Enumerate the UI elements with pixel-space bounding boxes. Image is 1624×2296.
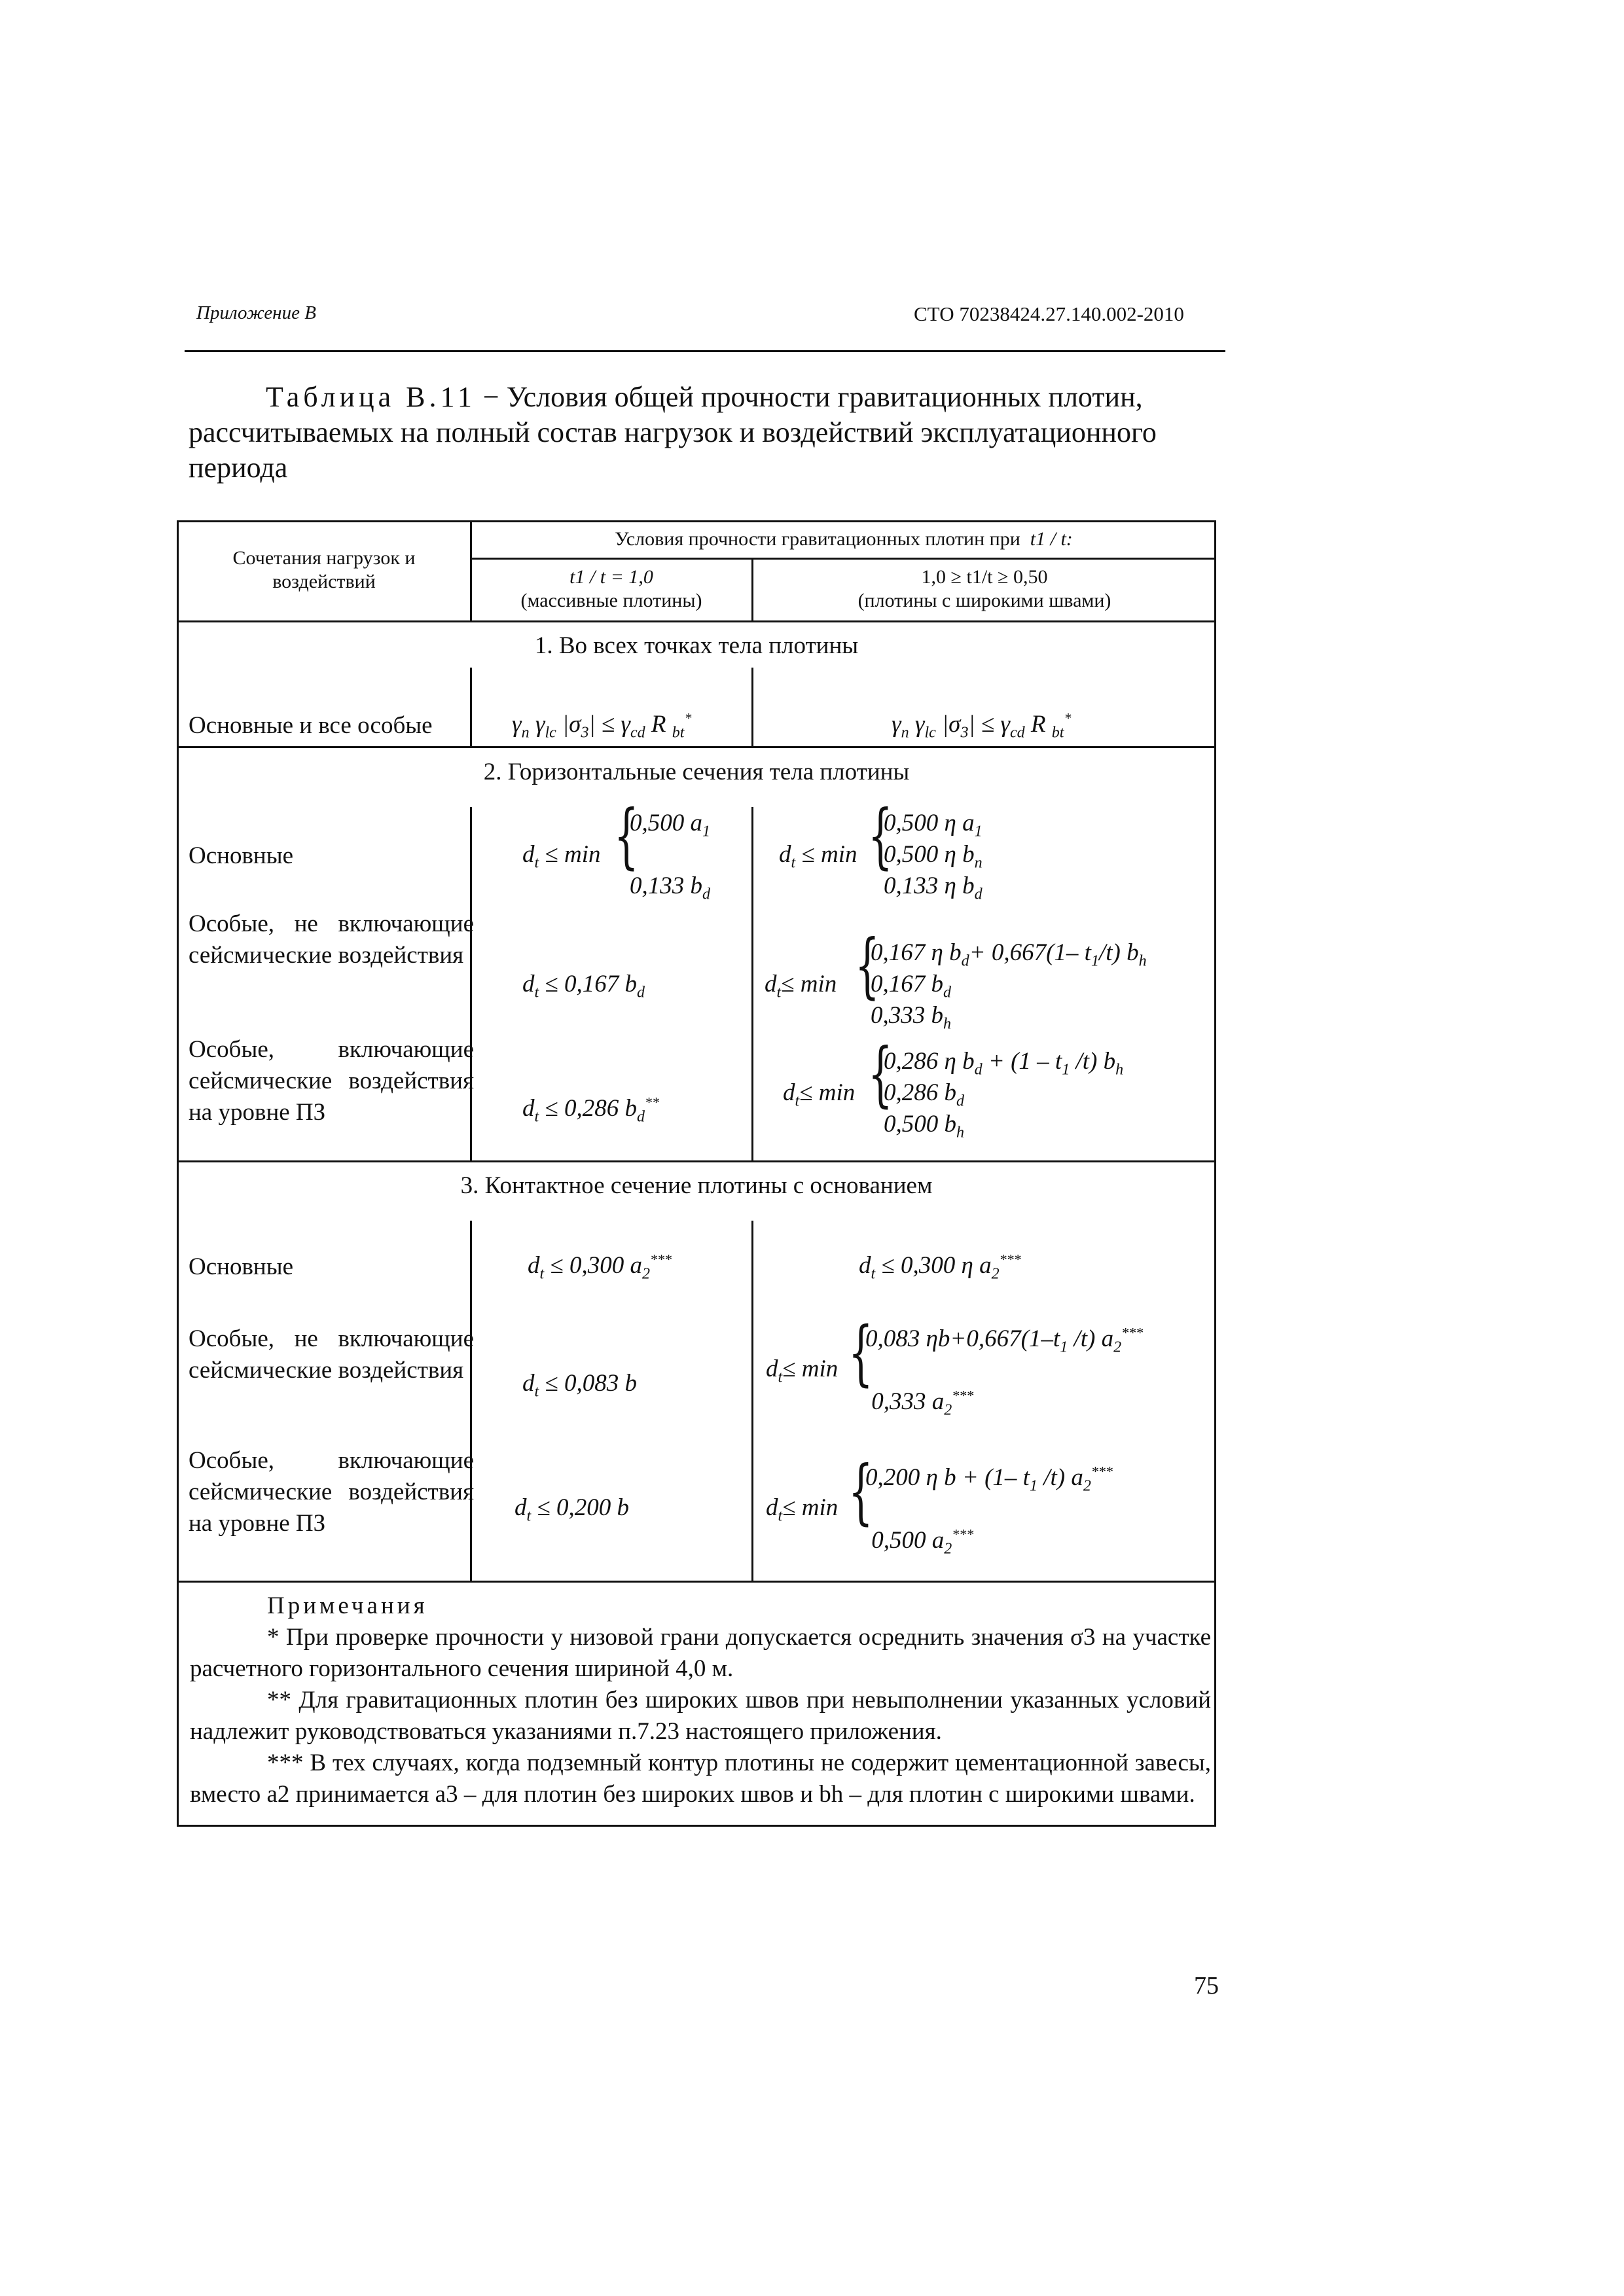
s2-r1-c1-brace: { — [614, 795, 639, 877]
s3-r3-c1: $d_t \le 0,200$ b — [514, 1494, 629, 1525]
s2-r1-c2-options: 0,500 η $a_1$ 0,500 η $b_n$ 0,133 η $b_d$ — [884, 810, 983, 903]
s2-r2-c2-prefix: $d_t\le \min$ — [765, 971, 837, 1001]
header-rule — [185, 350, 1225, 352]
header-sub1-note: (массивные плотины) — [520, 590, 702, 611]
s2-r3-c1: $d_t \le 0,286$ $b_d^{**}$ — [522, 1094, 659, 1126]
header-sub2-note: (плотины с широкими швами) — [857, 590, 1111, 611]
caption-text: − Условия общей прочности гравитационных плотин, рассчитываемых на полный состав нагрузок и воздействий эксплуатационного периода — [189, 381, 1157, 484]
s2-r3-c2-options: 0,286 η $b_d + (1 - t_1$ /t) $b_h$ 0,286 $b_d$ 0,500 $b_h$ — [884, 1048, 1124, 1141]
s1-formula-wide: $\gamma_n$ $\gamma_{lc}$ $|\sigma_3| \le \gamma_{cd}$ R $_{bt}$* — [892, 709, 1072, 742]
head-col-divider — [470, 520, 472, 622]
s3-r3-c2-options: 0,200 η b + (1– $t_1$ /t) $a_2^{***}$ 0,500 $a_2^{***}$ — [865, 1463, 1113, 1558]
s2-divider-b — [751, 807, 753, 1160]
s2-bottom-rule — [177, 1160, 1216, 1162]
header-sub2 — [754, 565, 1215, 613]
running-header-left: Приложение В — [196, 302, 316, 323]
s2-r1-c1-options: 0,500 $a_1$ 0,133 $b_d$ — [630, 810, 710, 903]
note-1: * При проверке прочности у низовой грани допускается осреднить значения σ3 на участке расчетного горизонтального сечения шириной 4,0 м. — [190, 1624, 1211, 1682]
header-top — [473, 528, 1215, 551]
s2-r1-label: Основные — [189, 842, 293, 869]
s1-divider-b — [751, 668, 753, 746]
s3-r1-c2: $d_t \le 0,300$ η $a_2^{***}$ — [859, 1251, 1021, 1283]
s2-r1-c2-brace: { — [868, 795, 893, 877]
running-header-right: СТО 70238424.27.140.002-2010 — [914, 302, 1184, 325]
notes-title: Примечания — [267, 1592, 428, 1619]
s3-r2-label: Особые, не включающие сейсмические воздействия — [189, 1325, 474, 1384]
s2-r2-c2-options: 0,167 η $b_d+ 0,667(1-$ $t_1/t$) $b_h$ 0,167 $b_d$ 0,333 $b_h$ — [871, 939, 1147, 1033]
note-2: ** Для гравитационных плотин без широких швов при невыполнении указанных условий надлежит руководствоваться указаниями п.7.23 настоящего приложения. — [190, 1687, 1211, 1745]
header-sub1 — [473, 565, 750, 613]
s1-formula-massive: $\gamma_n$ $\gamma_{lc}$ $|\sigma_3| \le \gamma_{cd}$ R $_{bt}$* — [512, 709, 692, 742]
s2-r3-c2-prefix: $d_t\le \min$ — [783, 1079, 856, 1110]
s3-bottom-rule — [177, 1581, 1216, 1583]
s3-r3-label: Особые, включающие сейсмические воздействия на уровне ПЗ — [189, 1447, 474, 1537]
table-caption — [189, 380, 1223, 486]
header-sub1-formula: t1 / t = 1,0 — [569, 566, 653, 588]
head-sub-divider — [751, 558, 753, 622]
head-rule-top — [470, 558, 1216, 560]
page-number: 75 — [1194, 1972, 1219, 2000]
section1-title: 1. Во всех точках тела плотины — [534, 632, 859, 659]
section3-title: 3. Контактное сечение плотины с основанием — [460, 1172, 933, 1199]
head-rule-bottom — [177, 620, 1216, 622]
header-top-var: t1 / t: — [1030, 528, 1073, 550]
s2-r2-c1: $d_t \le 0,167$ $b_d$ — [522, 971, 645, 1001]
caption-label: Таблица В.11 — [266, 381, 476, 413]
header-sub2-formula: 1,0 ≥ t1/t ≥ 0,50 — [921, 566, 1048, 588]
s3-r2-c2-options: 0,083 $\eta b+0,667(1-t_1$ /t) $a_2^{***}$ 0,333 $a_2^{***}$ — [865, 1324, 1144, 1419]
s2-r3-c2-brace: { — [868, 1033, 893, 1115]
s2-r2-c2-brace: { — [855, 925, 880, 1007]
note-3: *** В тех случаях, когда подземный контур плотины не содержит цементационной завесы, вместо a2 принимается a3 – для плотин без широких швов и bh – для плотин с широкими швами. — [190, 1749, 1211, 1808]
s3-r2-c2-brace: { — [848, 1312, 873, 1394]
s2-r3-label: Особые, включающие сейсмические воздействия на уровне ПЗ — [189, 1036, 474, 1126]
s3-r1-label: Основные — [189, 1253, 293, 1280]
header-top-text: Условия прочности гравитационных плотин при — [615, 528, 1020, 550]
s3-r3-c2-prefix: $d_t\le \min$ — [766, 1494, 839, 1525]
s1-bottom-rule — [177, 746, 1216, 748]
s2-r2-label: Особые, не включающие сейсмические воздействия — [189, 910, 474, 969]
table-notes — [190, 1590, 1211, 1810]
section2-title: 2. Горизонтальные сечения тела плотины — [483, 759, 910, 785]
s2-r1-c1-prefix: $d_t \le \min$ — [522, 841, 601, 872]
s3-r2-c1: $d_t \le 0,083$ b — [522, 1370, 637, 1401]
s2-r1-c2-prefix: $d_t \le \min$ — [779, 841, 857, 872]
s3-r1-c1: $d_t \le 0,300$ $a_2^{***}$ — [528, 1251, 672, 1283]
s3-r2-c2-prefix: $d_t\le \min$ — [766, 1355, 839, 1386]
s3-divider-b — [751, 1221, 753, 1581]
header-col1: Сочетания нагрузок и воздействий — [232, 547, 416, 592]
s1-row-label: Основные и все особые — [189, 712, 433, 739]
s3-r3-c2-brace: { — [848, 1451, 873, 1533]
